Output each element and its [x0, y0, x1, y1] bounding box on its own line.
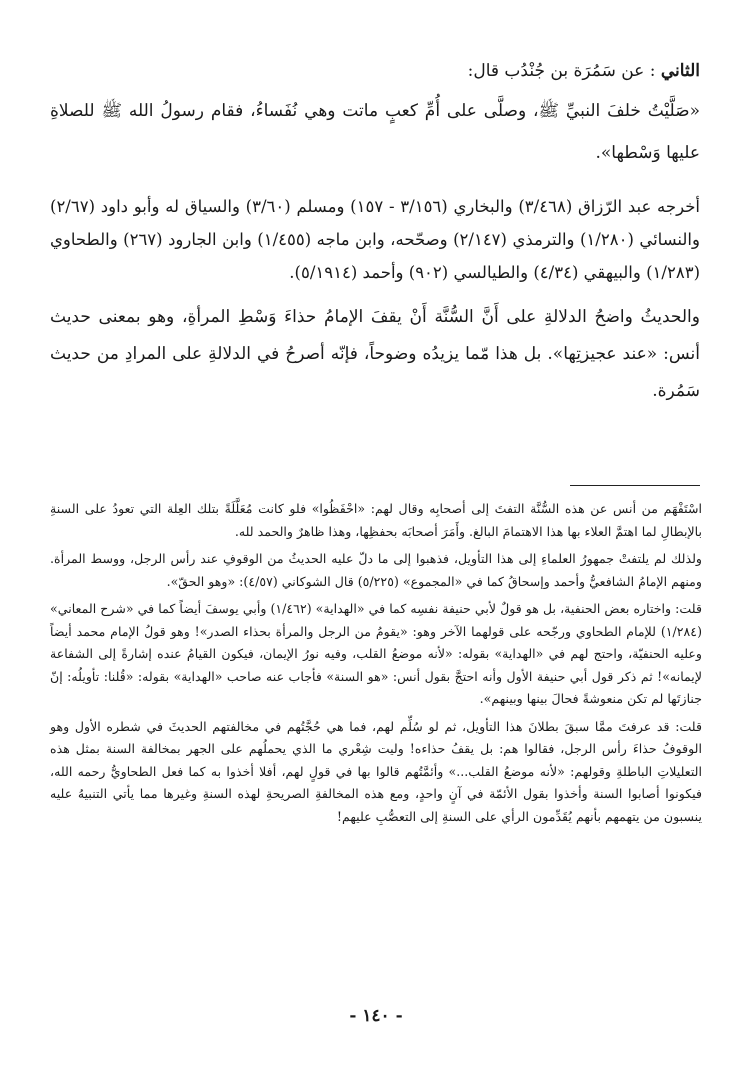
footnote-separator [570, 485, 700, 486]
footnote-paragraph: ولذلك لم يلتفتْ جمهورُ العلماءِ إلى هذا التأويل، فذهبوا إلى ما دلّ عليه الحديثُ من الوقوفِ عند رأس الرجل، ووسط المرأة. ومنهم الإمامُ الشافعيُّ وأحمد وإسحاقُ كما في «المجموع» (٥/٢٢٥) قال الشوكاني (٤/٥٧): «وهو الحقّ». [50, 551, 702, 589]
footnote-paragraph: قلت: قد عرفتَ ممَّا سبقَ بطلانَ هذا التأويل، ثم لو سُلِّم لهم، فما هي حُجَّتُهم في مخالفتهم الحديثَ في شطره الأول وهو الوقوفُ حذاءَ رأس الرجل، فقالوا هم: بل يقفُ حذاءه! وليت شِعْري ما الذي يحملُهم على الجهر بمخالفة السنة بمثل هذه التعليلاتِ الباطلةِ وقولهم: «لأنه موضعُ القلب...» وأئمَّتُهم قالوا بها في قولٍ لهم، أفلا أخذوا به كما فعل الطحاويُّ رحمه الله، فيكونوا أصابوا السنة وأخذوا بقول الأئمّة في آنٍ واحدٍ، ومع هذه المخالفةِ الصريحةِ لهذه السنةِ وغيرها مما يأتي التنبيهُ عليه ينسبون من يتهمهم بأنهم يُقَدِّمون الرأي على السنةِ إلى التعصُّبِ عليهم! [50, 718, 702, 824]
footnote-paragraph: اسْتَفْهَم من أنس عن هذه السُّنَّة التفتَ إلى أصحابِه وقال لهم: «احْفَظُوا» فلو كانت مُعَلَّلَةً بتلك العِلة التي تعودُ على السنةِ بالإبطالِ لما اهتمَّ العلاء بها هذا الاهتمامَ البالغ. وأَمَرَ أصحابَه بحفظِها، وهذا ظاهرٌ والحمد لله. [50, 501, 702, 539]
footnotes [50, 498, 702, 828]
hadith-text: «صَلَّيْتُ خلفَ النبيِّ ﷺ، وصلَّى على أُمِّ كعبٍ ماتت وهي نُفَساءُ، فقام رسولُ الله ﷺ للصلاةِ عليها وَسْطها». [50, 101, 700, 163]
intro-line [50, 54, 700, 88]
takhrij-paragraph: أخرجه عبد الرّزاق (٣/٤٦٨) والبخاري (٣/١٥٦ - ١٥٧) ومسلم (٣/٦٠) والسياق له وأبو داود (٢/٦٧) والنسائي (١/٢٨٠) والترمذي (٢/١٤٧) وصحّحه، وابن ماجه (١/٤٥٥) وابن الجارود (٢٦٧) والطحاوي (١/٢٨٣) والبيهقي (٤/٣٤) والطيالسي (٩٠٢) وأحمد (٥/١٩١٤). [50, 197, 700, 282]
intro-text: : عن سَمُرَة بن جُنْدُب قال: [467, 61, 656, 81]
footnote-paragraph: قلت: واختاره بعض الحنفية، بل هو قولٌ لأبي حنيفة نفسِه كما في «الهداية» (١/٤٦٢) وأبي يوسفَ أيضاً كما في «شرح المعاني» (١/٢٨٤) للإمام الطحاوي ورجّحه على قولهما الآخر وهو: «يقومُ من الرجل والمرأة بحذاء الصدر»! وهو قولُ الإمام محمد أيضاً وعليه الحنفيّة، واحتج لهم في «الهداية» بقوله: «لأنه موضعُ القلب، وفيه نورُ الإيمان، فيكون القيامُ عنده إشارةً إلى الشفاعة لإيمانه»! ثم ذكر قول أبي حنيفة الأول وأنه احتجَّ بقول أنس: «هو السنة» فأجاب عنه صاحب «الهداية» بقوله: «قُلنا: تأويلُه: إنّ جنازتَها لم تكن منعوشةً فحالَ بينها وبينهم». [50, 601, 702, 706]
page-number: - ١٤٠ - [349, 1006, 403, 1026]
commentary-paragraph: والحديثُ واضحُ الدلالةِ على أَنَّ السُّنَّة أَنْ يقفَ الإمامُ حذاءَ وَسْطِ المرأةِ، وهو بمعنى حديث أنس: «عند عجيزتِها». بل هذا مّما يزيدُه وضوحاً، فإنّه أصرحُ في الدلالةِ على المرادِ من حديث سَمُرة. [50, 307, 700, 401]
intro-label: الثاني [660, 61, 700, 81]
main-text [50, 54, 700, 410]
